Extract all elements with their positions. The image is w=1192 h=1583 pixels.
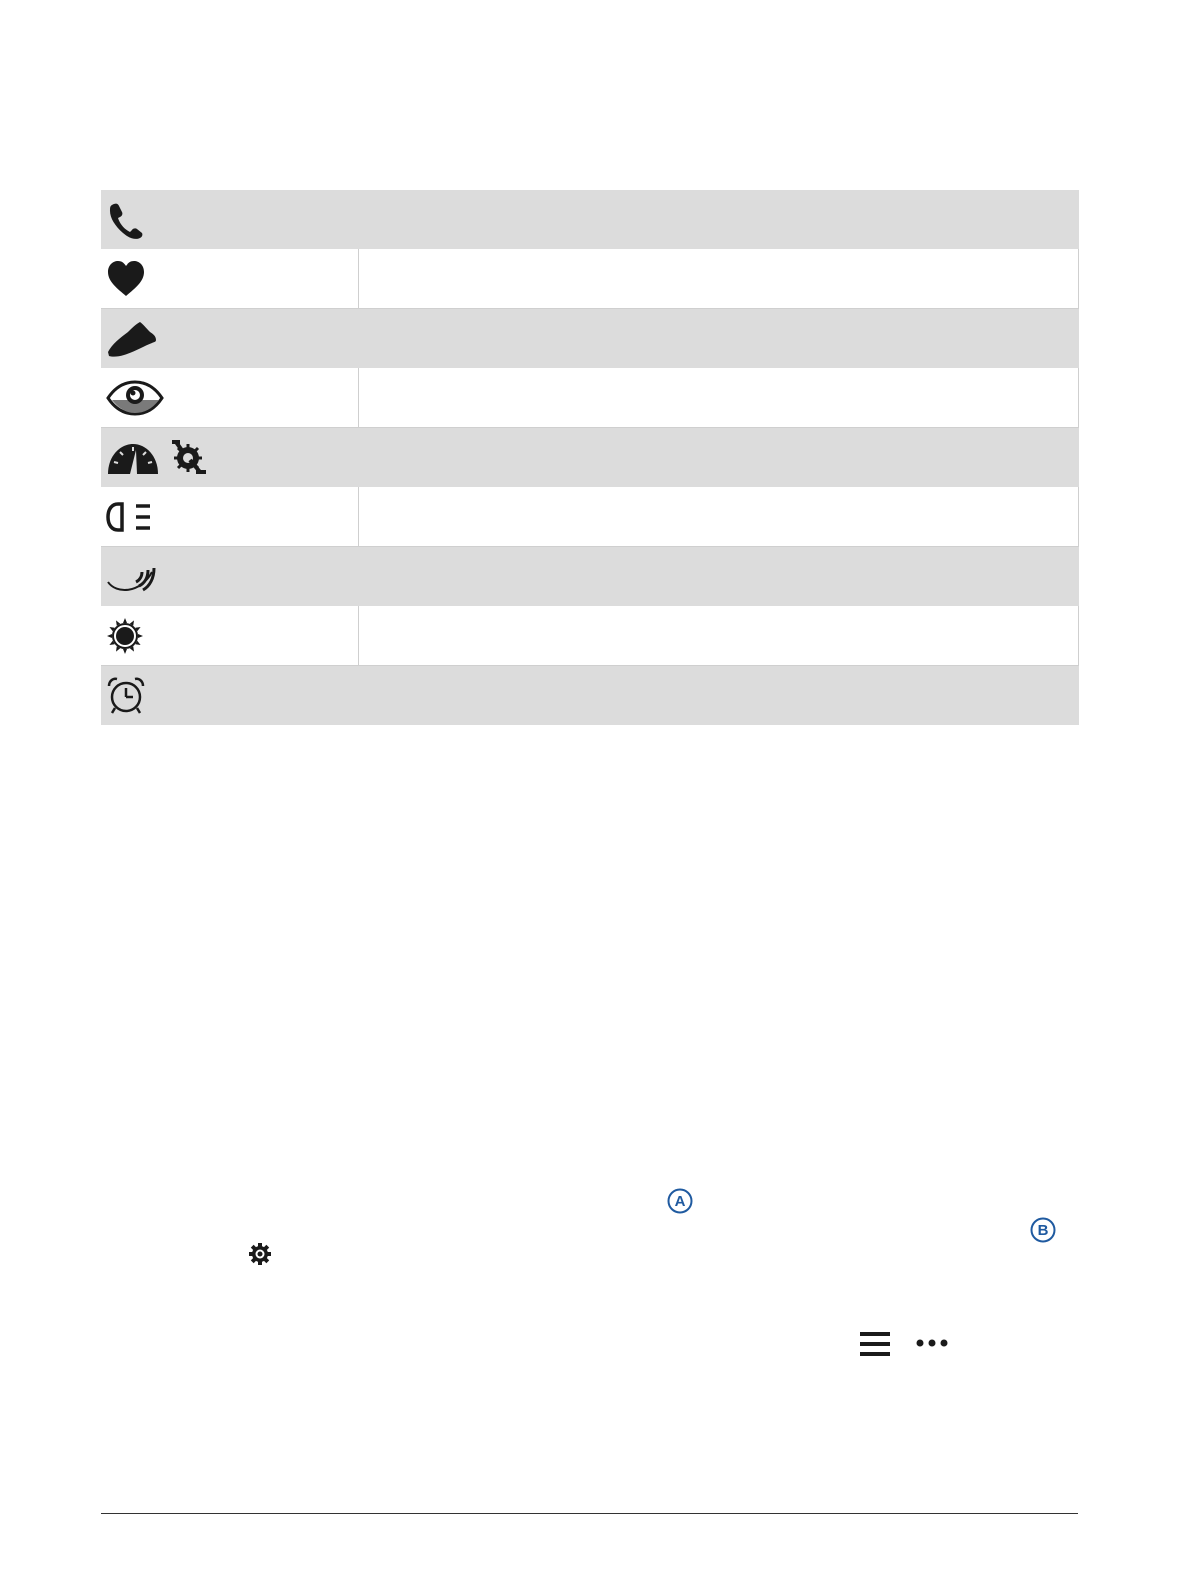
- icon-cell: [101, 309, 358, 369]
- table-row: [101, 428, 1079, 488]
- footer-rule: [101, 1513, 1078, 1514]
- table-row: [101, 309, 1079, 369]
- description-cell: [358, 487, 1079, 547]
- icon-cell: [101, 368, 358, 428]
- icon-reference-table: [101, 190, 1079, 725]
- headlight-icon: [106, 501, 158, 533]
- description-cell: [358, 249, 1079, 309]
- icon-cell: [101, 547, 358, 607]
- callout-a-label: A: [674, 1193, 686, 1210]
- gear-icon: [248, 1242, 272, 1271]
- description-cell: [358, 666, 1079, 726]
- description-cell: [358, 190, 1079, 249]
- radar-icon: [106, 558, 158, 596]
- shoe-icon: [106, 320, 158, 358]
- speedometer-icon: [106, 440, 160, 476]
- table-row: [101, 666, 1079, 726]
- callout-b-label: B: [1037, 1222, 1049, 1239]
- icon-cell: [101, 606, 358, 666]
- description-cell: [358, 368, 1079, 428]
- table-row: [101, 368, 1079, 428]
- brightness-icon: [106, 617, 144, 655]
- table-row: [101, 487, 1079, 547]
- icon-cell: [101, 487, 358, 547]
- callout-a-icon: [667, 1188, 693, 1219]
- description-cell: [358, 428, 1079, 488]
- description-cell: [358, 309, 1079, 369]
- icon-cell: [101, 190, 358, 249]
- icon-cell: [101, 666, 358, 726]
- phone-icon: [106, 200, 144, 240]
- eye-icon: [106, 380, 164, 416]
- table-row: [101, 249, 1079, 309]
- callout-b-icon: [1030, 1217, 1056, 1248]
- table-row: [101, 606, 1079, 666]
- more-dots-icon: [915, 1336, 949, 1355]
- description-cell: [358, 606, 1079, 666]
- description-cell: [358, 547, 1079, 607]
- icon-cell: [101, 249, 358, 309]
- table-row: [101, 190, 1079, 249]
- hamburger-menu-icon: [859, 1331, 891, 1362]
- heart-icon: [106, 260, 146, 298]
- table-row: [101, 547, 1079, 607]
- cadence-icon: [166, 438, 212, 478]
- alarm-clock-icon: [106, 676, 146, 716]
- icon-cell: [101, 428, 358, 488]
